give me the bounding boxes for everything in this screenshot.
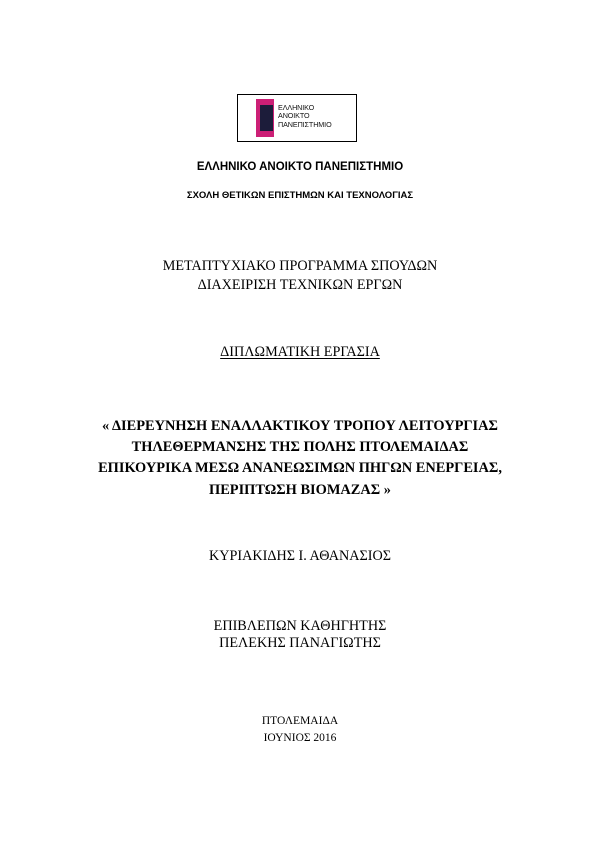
supervisor-label: ΕΠΙΒΛΕΠΩΝ ΚΑΘΗΓΗΤΗΣ [213,618,387,634]
logo-text-line-1: ΕΛΛΗΝΙΚΟ [278,103,315,112]
thesis-title-line-4: ΠΕΡΙΠΤΩΣΗ ΒΙΟΜΑΖΑΣ » [209,481,391,498]
logo-text-line-2: ΑΝΟΙΚΤΟ [278,111,310,121]
thesis-title-line-1: « ΔΙΕΡΕΥΝΗΣΗ ΕΝΑΛΛΑΚΤΙΚΟΥ ΤΡΟΠΟΥ ΛΕΙΤΟΥΡΓΙΑΣ [102,418,498,434]
place-date-block [0,713,600,747]
thesis-title-line-3: ΕΠΙΚΟΥΡΙΚΑ ΜΕΣΩ ΑΝΑΝΕΩΣΙΜΩΝ ΠΗΓΩΝ ΕΝΕΡΓΕΙΑΣ, [98,460,502,477]
date: ΙΟΥΝΙΟΣ 2016 [263,732,337,744]
program-specialization: ΔΙΑΧΕΙΡΙΣΗ ΤΕΧΝΙΚΩΝ ΕΡΓΩΝ [197,277,403,293]
logo-text-line-3: ΠΑΝΕΠΙΣΤΗΜΙΟ [278,119,332,129]
university-name: ΕΛΛΗΝΙΚΟ ΑΝΟΙΚΤΟ ΠΑΝΕΠΙΣΤΗΜΙΟ [196,161,404,173]
author-name: ΚΥΡΙΑΚΙΔΗΣ Ι. ΑΘΑΝΑΣΙΟΣ [209,548,391,564]
thesis-title-line-2: ΤΗΛΕΘΕΡΜΑΝΣΗΣ ΤΗΣ ΠΟΛΗΣ ΠΤΟΛΕΜΑΙΔΑΣ [131,439,469,456]
thesis-title [0,416,600,501]
university-logo [237,94,357,142]
supervisor-name: ΠΕΛΕΚΗΣ ΠΑΝΑΓΙΩΤΗΣ [219,635,381,651]
program-name: ΜΕΤΑΠΤΥΧΙΑΚΟ ΠΡΟΓΡΑΜΜΑ ΣΠΟΥΔΩΝ [162,258,438,274]
school-name: ΣΧΟΛΗ ΘΕΤΙΚΩΝ ΕΠΙΣΤΗΜΩΝ ΚΑΙ ΤΕΧΝΟΛΟΓΙΑΣ [186,190,414,201]
place: ΠΤΟΛΕΜΑΙΔΑ [261,715,339,727]
supervisor-block [0,618,600,652]
logo-text [278,104,332,129]
logo-mark-icon [256,99,274,137]
program-block [0,257,600,295]
thesis-type-label: ΔΙΠΛΩΜΑΤΙΚΗ ΕΡΓΑΣΙΑ [220,344,380,360]
